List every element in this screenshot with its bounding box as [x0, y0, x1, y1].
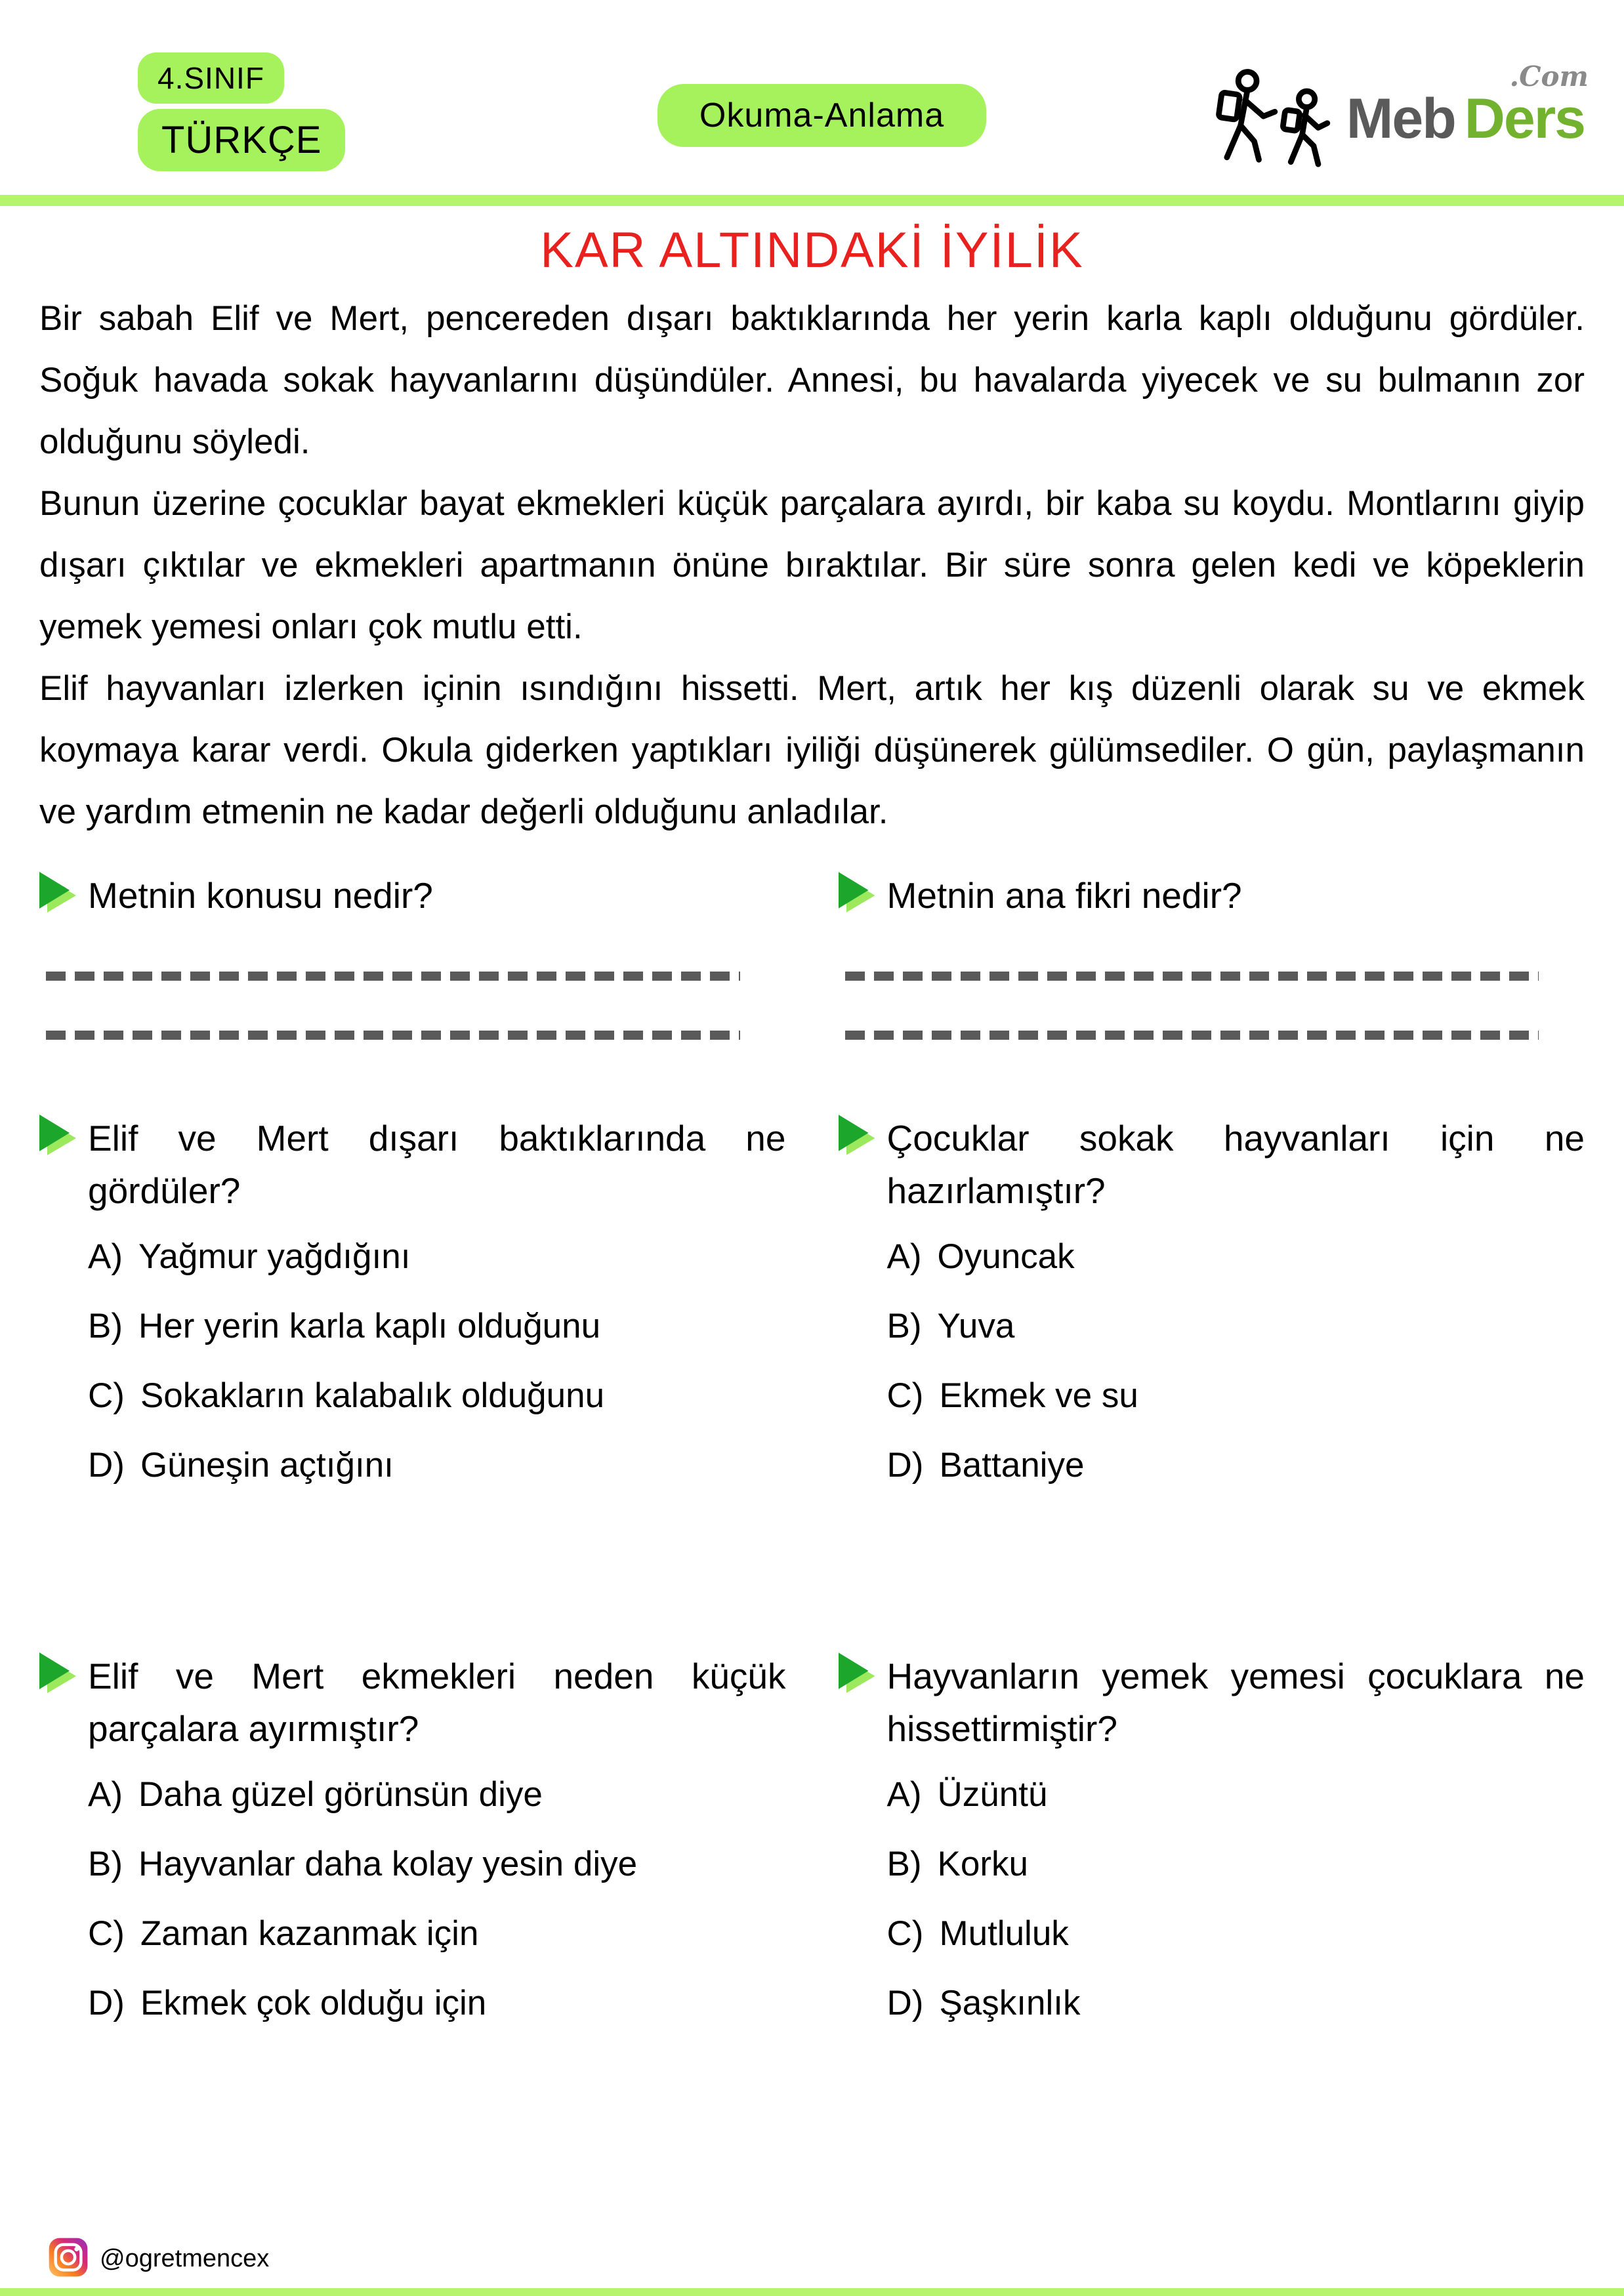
question-header [839, 1112, 1585, 1217]
option-a [887, 1772, 1585, 1818]
question-label: Metnin ana fikri nedir? [886, 875, 1242, 916]
option-text: Güneşin açtığını [140, 1446, 394, 1485]
instagram-handle: @ogretmencex [100, 2245, 270, 2272]
logo-ders: Ders [1464, 87, 1585, 150]
option-text: Ekmek çok olduğu için [140, 1984, 487, 2022]
option-text: Korku [937, 1845, 1028, 1883]
option-key: C) [886, 1376, 924, 1415]
options-list [887, 1234, 1585, 1488]
open-questions-section [0, 869, 1624, 2050]
option-d [88, 1980, 786, 2026]
option-c [88, 1911, 786, 1957]
option-a [887, 1234, 1585, 1280]
arrow-bullet-icon [839, 872, 873, 912]
option-key: C) [88, 1914, 125, 1953]
question-header [839, 869, 1585, 922]
logo-text [1346, 60, 1589, 152]
bottom-divider-line [0, 2288, 1624, 2296]
arrow-bullet-icon [39, 1652, 73, 1693]
arrow-bullet-icon [39, 872, 73, 912]
option-text: Yağmur yağdığını [138, 1237, 411, 1276]
option-key: B) [88, 1307, 123, 1345]
option-key: A) [886, 1775, 922, 1814]
open-question-2 [839, 869, 1585, 1040]
option-a [88, 1234, 786, 1280]
question-label: Elif ve Mert ekmekleri neden küçük parçalara ayırmıştır? [88, 1656, 786, 1749]
option-key: B) [886, 1307, 922, 1345]
instagram-icon [47, 2236, 89, 2282]
story-paragraph: Elif hayvanları izlerken içinin ısındığını hissetti. Mert, artık her kış düzenli olarak su ve ekmek koymaya karar verdi. Okula giderken yaptıkları iyiliği düşünerek gülümsediler. O gün, paylaşmanın ve yardım etmenin ne kadar değerli olduğunu anladılar. [39, 669, 1585, 831]
subject-badge: TÜRKÇE [138, 109, 345, 171]
top-divider-line [0, 195, 1624, 206]
question-label: Çocuklar sokak hayvanları için ne hazırlamıştır? [886, 1118, 1585, 1211]
arrow-bullet-icon [39, 1115, 73, 1155]
option-key: D) [886, 1446, 924, 1485]
option-c [88, 1373, 786, 1419]
story-paragraph: Bir sabah Elif ve Mert, pencereden dışarı baktıklarında her yerin karla kaplı olduğunu gördüler. Soğuk havada sokak hayvanlarını düşündüler. Annesi, bu havalarda yiyecek ve su bulmanın zor olduğunu söyledi. [39, 299, 1585, 461]
option-text: Ekmek ve su [939, 1376, 1138, 1415]
option-d [88, 1443, 786, 1488]
arrow-bullet-icon [839, 1652, 873, 1693]
logo-meb: Meb [1346, 87, 1455, 150]
option-a [88, 1772, 786, 1818]
option-text: Daha güzel görünsün diye [138, 1775, 543, 1814]
mc-question-1 [39, 1112, 786, 1512]
option-key: D) [886, 1984, 924, 2022]
option-text: Sokakların kalabalık olduğunu [140, 1376, 605, 1415]
open-question-1 [39, 869, 786, 1040]
students-walking-icon [1209, 66, 1340, 173]
arrow-bullet-icon [839, 1115, 873, 1155]
option-key: A) [886, 1237, 922, 1276]
question-header [39, 1112, 786, 1217]
option-key: B) [886, 1845, 922, 1883]
topic-badge: Okuma-Anlama [657, 84, 986, 147]
mebders-logo [1230, 60, 1589, 173]
answer-line [46, 972, 740, 981]
story-text [0, 288, 1624, 843]
option-b [887, 1303, 1585, 1349]
footer [47, 2236, 269, 2282]
mc-question-2 [839, 1112, 1585, 1512]
question-label: Metnin konusu nedir? [88, 875, 433, 916]
option-key: B) [88, 1845, 123, 1883]
option-key: A) [88, 1237, 123, 1276]
option-key: A) [88, 1775, 123, 1814]
mc-question-3 [39, 1650, 786, 2050]
option-b [887, 1841, 1585, 1887]
option-key: D) [88, 1446, 125, 1485]
logo-com: .Com [1509, 60, 1589, 92]
option-text: Oyuncak [937, 1237, 1075, 1276]
answer-line [845, 972, 1539, 981]
options-list [887, 1772, 1585, 2026]
mc-question-4 [839, 1650, 1585, 2050]
option-text: Yuva [937, 1307, 1015, 1345]
option-b [88, 1841, 786, 1887]
mc-questions-grid [39, 1112, 1585, 2050]
option-c [887, 1373, 1585, 1419]
option-b [88, 1303, 786, 1349]
answer-line [46, 1031, 740, 1040]
option-text: Mutluluk [939, 1914, 1069, 1953]
header [0, 0, 1624, 173]
question-header [839, 1650, 1585, 1755]
option-d [887, 1980, 1585, 2026]
option-text: Zaman kazanmak için [140, 1914, 479, 1953]
question-label: Elif ve Mert dışarı baktıklarında ne gördüler? [88, 1118, 786, 1211]
options-list [88, 1234, 786, 1488]
option-d [887, 1443, 1585, 1488]
answer-line [845, 1031, 1539, 1040]
option-c [887, 1911, 1585, 1957]
open-questions-grid [39, 869, 1585, 1040]
question-header [39, 1650, 786, 1755]
option-text: Üzüntü [937, 1775, 1048, 1814]
option-text: Her yerin karla kaplı olduğunu [138, 1307, 601, 1345]
option-key: D) [88, 1984, 125, 2022]
option-key: C) [88, 1376, 125, 1415]
grade-badge: 4.SINIF [138, 52, 284, 104]
option-key: C) [886, 1914, 924, 1953]
left-badges [138, 52, 413, 171]
option-text: Hayvanlar daha kolay yesin diye [138, 1845, 638, 1883]
story-paragraph: Bunun üzerine çocuklar bayat ekmekleri küçük parçalara ayırdı, bir kaba su koydu. Montlarını giyip dışarı çıktılar ve ekmekleri apartmanın önüne bıraktılar. Bir süre sonra gelen kedi ve köpeklerin yemek yemesi onları çok mutlu etti. [39, 484, 1585, 646]
option-text: Şaşkınlık [939, 1984, 1081, 2022]
question-label: Hayvanların yemek yemesi çocuklara ne hissettirmiştir? [886, 1656, 1585, 1749]
question-header [39, 869, 786, 922]
option-text: Battaniye [939, 1446, 1085, 1485]
page-title: KAR ALTINDAKİ İYİLİK [540, 222, 1084, 278]
options-list [88, 1772, 786, 2026]
center-zone [413, 52, 1230, 147]
